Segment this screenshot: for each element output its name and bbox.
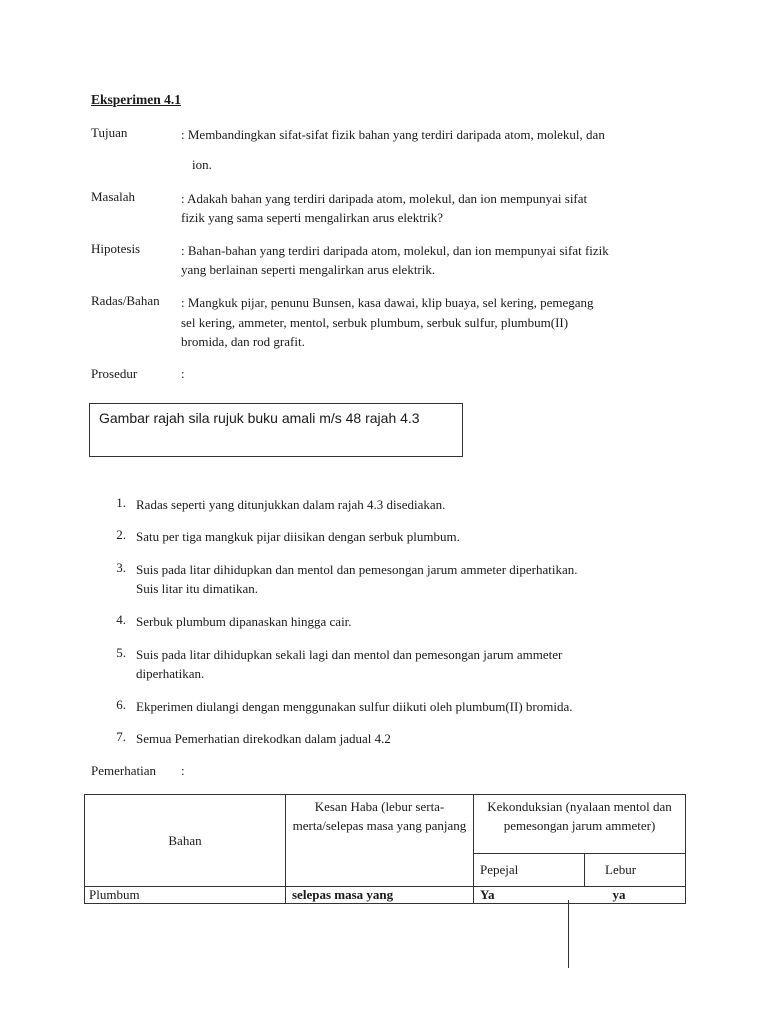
radas-text-line1: : Mangkuk pijar, penunu Bunsen, kasa dawai, klip buaya, sel kering, pemegang [181, 295, 594, 310]
header-bahan-text: Bahan [168, 832, 202, 848]
pemerhatian-colon: : [181, 763, 185, 778]
cell-bahan [85, 887, 286, 904]
prosedur-colon: : [181, 366, 185, 381]
step-text: Serbuk plumbum dipanaskan hingga cair. [136, 614, 352, 629]
radas-text-line3: bromida, dan rod grafit. [181, 334, 305, 349]
step-text: Suis pada litar dihidupkan dan mentol dan pemesongan jarum ammeter diperhatikan. [136, 562, 578, 577]
diagram-reference-text: Gambar rajah sila rujuk buku amali m/s 48 rajah 4.3 [99, 410, 420, 426]
hipotesis-label: Hipotesis [91, 241, 141, 256]
cell-kesan-text: selepas masa yang [292, 887, 394, 902]
cell-pepejal-text: Ya [480, 887, 495, 902]
step-number: 6. [116, 697, 126, 712]
step-number: 7. [116, 729, 126, 744]
step-number: 1. [116, 495, 126, 510]
tujuan-text-continued: ion. [192, 157, 212, 172]
header-kekonduksian [474, 795, 686, 854]
cell-lebur-text: ya [612, 887, 626, 902]
step-text: Ekperimen diulangi dengan menggunakan sulfur diikuti oleh plumbum(II) bromida. [136, 699, 573, 714]
cell-bahan-text: Plumbum [89, 887, 140, 902]
subheader-pepejal-text: Pepejal [480, 862, 519, 877]
masalah-text-line2: fizik yang sama seperti mengalirkan arus elektrik? [181, 210, 444, 225]
step-number: 5. [116, 645, 126, 660]
radas-text-line2: sel kering, ammeter, mentol, serbuk plumbum, serbuk sulfur, plumbum(II) [181, 315, 569, 330]
table-row [85, 887, 686, 904]
observation-table [84, 794, 686, 904]
masalah-text-line1: : Adakah bahan yang terdiri daripada atom, molekul, dan ion mempunyai sifat [181, 191, 588, 206]
cell-lebur [585, 887, 686, 904]
header-kesan-haba [286, 795, 474, 887]
table-header-row [85, 795, 686, 854]
step-text: Semua Pemerhatian direkodkan dalam jadual 4.2 [136, 731, 391, 746]
subheader-lebur-text: Lebur [605, 862, 637, 877]
step-text: Suis pada litar dihidupkan sekali lagi dan mentol dan pemesongan jarum ammeter [136, 647, 563, 662]
hipotesis-text-line2: yang berlainan seperti mengalirkan arus elektrik. [181, 262, 436, 277]
radas-label: Radas/Bahan [91, 293, 160, 308]
experiment-title: Eksperimen 4.1 [91, 92, 182, 107]
cell-kesan [286, 887, 474, 904]
pemerhatian-label: Pemerhatian [91, 763, 156, 778]
column-divider-line [568, 900, 569, 968]
hipotesis-text-line1: : Bahan-bahan yang terdiri daripada atom, molekul, dan ion mempunyai sifat fizik [181, 243, 609, 258]
subheader-pepejal [474, 854, 585, 887]
header-kesan-haba-text: Kesan Haba (lebur serta-merta/selepas masa yang panjang [292, 799, 467, 833]
step-number: 2. [116, 527, 126, 542]
step-number: 4. [116, 612, 126, 627]
subheader-lebur [585, 854, 686, 887]
step-text: Satu per tiga mangkuk pijar diisikan dengan serbuk plumbum. [136, 529, 460, 544]
step-text-continued: diperhatikan. [136, 666, 205, 681]
prosedur-label: Prosedur [91, 366, 138, 381]
step-text: Radas seperti yang ditunjukkan dalam rajah 4.3 disediakan. [136, 497, 446, 512]
header-bahan [85, 795, 286, 887]
tujuan-label: Tujuan [91, 125, 128, 140]
header-kekonduksian-text: Kekonduksian (nyalaan mentol dan pemesongan jarum ammeter) [487, 799, 672, 833]
step-number: 3. [116, 560, 126, 575]
step-text-continued: Suis litar itu dimatikan. [136, 581, 259, 596]
masalah-label: Masalah [91, 189, 136, 204]
tujuan-text: : Membandingkan sifat-sifat fizik bahan yang terdiri daripada atom, molekul, dan [181, 127, 605, 142]
diagram-reference-box [89, 403, 463, 457]
